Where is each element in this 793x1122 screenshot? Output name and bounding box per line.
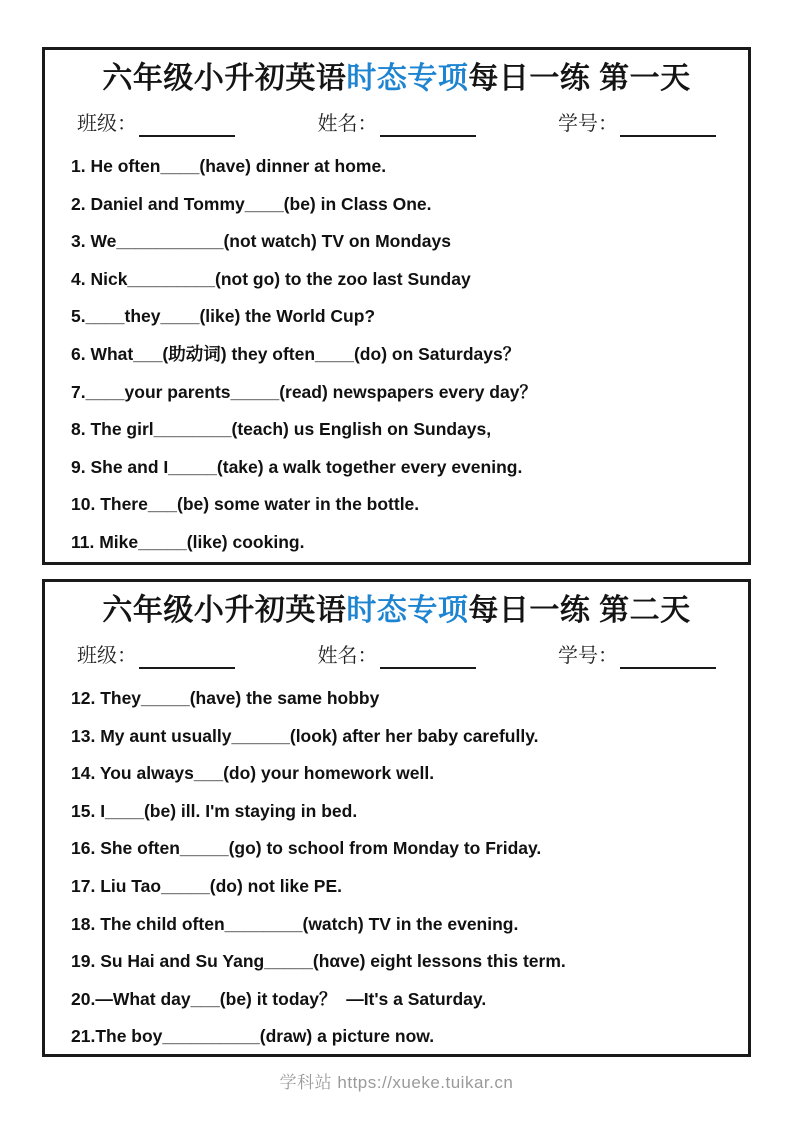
question-item: 10. There___(be) some water in the bottle. [71, 494, 420, 515]
title-highlight: 时态专项 [346, 594, 469, 627]
question-item: 7.____your parents_____(read) newspapers every day？ [71, 381, 537, 402]
question-item: 3. We___________(not watch) TV on Mondays [71, 231, 451, 252]
question-item: 8. The girl________(teach) us English on Sundays, [71, 419, 492, 440]
question-item: 14. You always___(do) your homework well. [71, 763, 435, 784]
class-blank-line [139, 115, 235, 137]
name-blank-line [380, 647, 476, 669]
worksheet-card-day2 [42, 579, 751, 1057]
question-item: 4. Nick_________(not go) to the zoo last Sunday [71, 268, 471, 289]
question-item: 6. What___(助动词) they often____(do) on Saturdays？ [71, 343, 521, 364]
title-part2: 每日一练 第一天 [468, 62, 691, 95]
class-field [77, 111, 235, 137]
worksheet-title-day1 [71, 59, 722, 99]
student-number-label: 学号： [558, 113, 618, 135]
question-item: 2. Daniel and Tommy____(be) in Class One. [71, 193, 432, 214]
student-info-row [71, 643, 722, 669]
student-number-field [558, 643, 716, 669]
name-label: 姓名： [317, 645, 378, 667]
class-label: 班级： [77, 113, 137, 135]
question-item: 9. She and I_____(take) a walk together every evening. [71, 456, 523, 477]
student-number-label: 学号： [558, 645, 618, 667]
title-highlight: 时态专项 [346, 62, 469, 95]
student-number-field [558, 111, 716, 137]
question-item: 18. The child often________(watch) TV in the evening. [71, 913, 519, 934]
question-item: 15. I____(be) ill. I'm staying in bed. [71, 800, 358, 821]
student-number-blank-line [620, 647, 716, 669]
question-item: 19. Su Hai and Su Yang_____(hαve) eight lessons this term. [71, 951, 566, 972]
worksheet-card-day1 [42, 47, 751, 565]
worksheet-title-day2 [71, 591, 722, 631]
class-field [77, 643, 235, 669]
question-item: 21.The boy__________(draw) a picture now. [71, 1026, 435, 1047]
question-list-day2 [71, 680, 722, 1056]
name-field [318, 643, 476, 669]
class-blank-line [139, 647, 235, 669]
question-list-day1 [71, 148, 722, 562]
name-field [318, 111, 476, 137]
title-part1: 六年级小升初英语 [102, 62, 347, 95]
question-item: 20.—What day___(be) it today？ —It's a Saturday. [71, 988, 487, 1009]
question-item: 12. They_____(have) the same hobby [71, 688, 380, 708]
title-part2: 每日一练 第二天 [468, 594, 691, 627]
question-item: 1. He often____(have) dinner at home. [71, 156, 387, 176]
question-item: 13. My aunt usually______(look) after her baby carefully. [71, 725, 539, 746]
site-watermark: 学科站 https://xueke.tuikar.cn [279, 1073, 514, 1092]
name-label: 姓名： [317, 113, 378, 135]
name-blank-line [380, 115, 476, 137]
student-info-row [71, 111, 722, 137]
class-label: 班级： [77, 645, 137, 667]
question-item: 11. Mike_____(like) cooking. [71, 531, 305, 552]
student-number-blank-line [620, 115, 716, 137]
question-item: 16. She often_____(go) to school from Monday to Friday. [71, 838, 542, 859]
title-part1: 六年级小升初英语 [102, 594, 347, 627]
question-item: 5.____they____(like) the World Cup? [71, 306, 376, 327]
question-item: 17. Liu Tao_____(do) not like PE. [71, 875, 342, 896]
